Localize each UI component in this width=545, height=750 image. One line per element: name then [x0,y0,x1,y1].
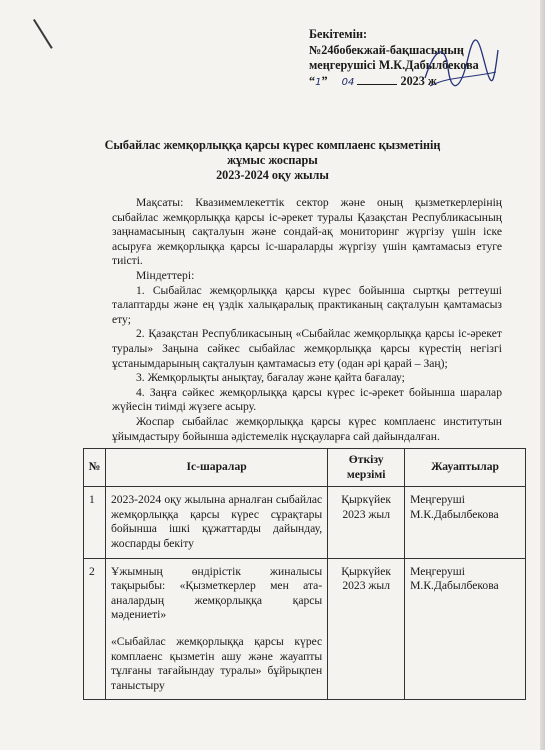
pen-mark [33,19,53,49]
task-item: 1. Сыбайлас жемқорлыққа қарсы күрес бойынша сыртқы реттеуші талаптарды және ең үздік халықаралық практиканың сақталуын қамтамасыз ету; [112,283,502,326]
task-item: 4. Заңға сәйкес жемқорлыққа қарсы күрес іс-әрекет бойынша шаралар жүйесін тиімді жүзеге асыру. [112,385,502,414]
table-row [84,558,526,700]
header-responsible: Жауаптылар [405,449,526,487]
closing-paragraph: Жоспар сыбайлас жемқорлыққа қарсы күрес комплаенс институтын ұйымдастыру бойынша әдістемелік нұсқауларға сай дайындалған. [112,414,502,443]
table-header-row [84,449,526,487]
row-activity-part1: Ұжымның өндірістік жиналысы тақырыбы: «Қызметкерлер мен ата-аналардың жемқорлыққа қарсы мәдениеті» [110,564,323,622]
date-day: 1 [315,76,322,88]
header-activity: Іс-шаралар [105,449,327,487]
approval-head: меңгерушісі М.К.Дабылбекова [309,58,479,72]
header-due: Өткізу мерзімі [328,449,405,487]
row-no: 2 [84,558,106,700]
date-month: 04 [341,76,355,88]
row-responsible: Меңгеруші М.К.Дабылбекова [405,558,526,700]
row-activity [105,558,327,700]
task-item: 2. Қазақстан Республикасының «Сыбайлас жемқорлыққа қарсы іс-әрекет туралы» Заңына сәйкес сыбайлас жемқорлыққа қарсы күрестің негізгі ұстанымдарының сақталуын қамтамасыз ету (одан әрі қарай – Заң); [112,327,502,370]
row-due: Қыркүйек 2023 жыл [328,558,405,700]
task-item: 3. Жемқорлықты анықтау, бағалау және қайта бағалау; [136,371,405,385]
document-body [112,196,502,444]
row-no: 1 [84,487,106,558]
tasks-label: Міндеттері: [136,268,195,282]
plan-table [83,448,526,700]
approval-organization: №24бобекжай-бақшасының [309,42,464,57]
goal-paragraph: Мақсаты: Квазимемлекеттік сектор және оның қызметкерлерінің сыбайлас жемқорлыққа қарсы іс-әрекет туралы Қазақстан Республикасының заңнамасының сақталуын және сондай-ақ мониторинг жүргізу үшін іске асыруға жемқорлыққа қарсы іс-шараларды жүргізу үшін қамтамасыз етуге тиісті. [112,196,502,268]
header-no: № [84,449,106,487]
row-responsible: Меңгеруші М.К.Дабылбекова [405,487,526,558]
approval-date: “1” 04 2023 ж [309,73,437,88]
row-due: Қыркүйек 2023 жыл [328,487,405,558]
table-row [84,487,526,558]
row-activity-part2: «Сыбайлас жемқорлыққа қарсы күрес комплаенс қызметін ашу және жауапты тұлғаны тағайындау туралы» бұйрықпен таныстыру [110,634,323,692]
signature-mark [420,38,500,98]
approval-label: Бекітемін: [309,27,368,41]
page-edge-shadow [540,0,545,750]
row-activity: 2023-2024 оқу жылына арналған сыбайлас жемқорлыққа қарсы күрес сұрақтары бойынша ішкі құжаттарды дайындау, жоспарды бекіту [105,487,327,558]
date-year: 2023 ж [400,73,437,88]
document-title: Сыбайлас жемқорлыққа қарсы күрес комплаенс қызметінің жұмыс жоспары 2023-2024 оқу жылы [104,138,441,182]
